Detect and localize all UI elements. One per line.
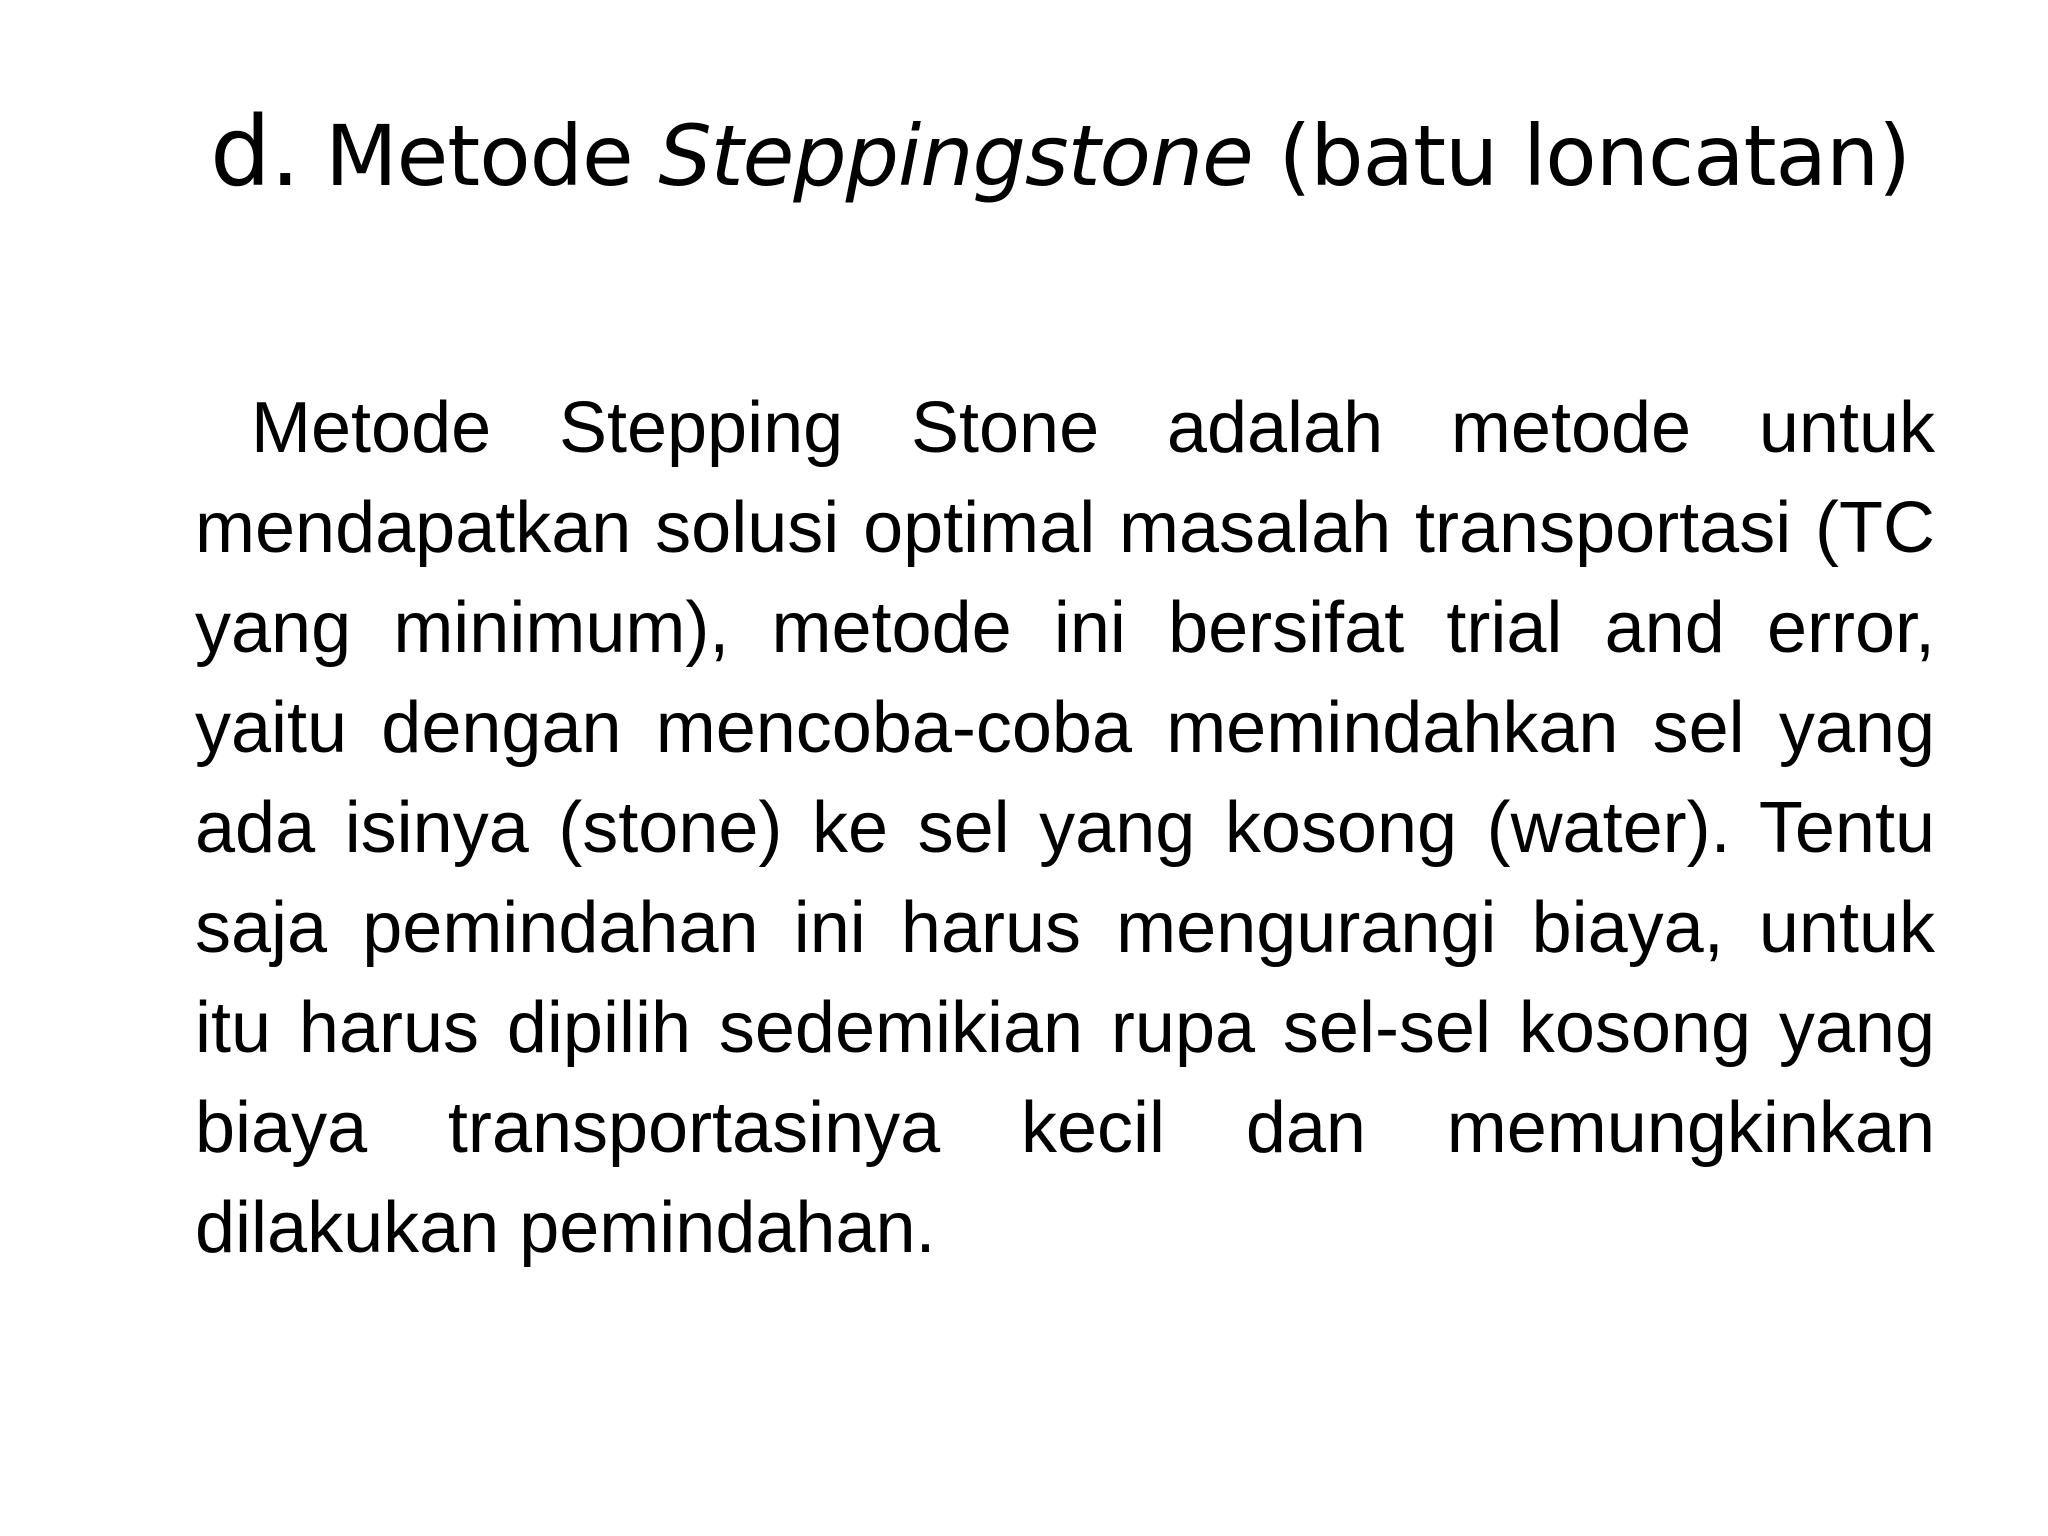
slide-title <box>210 92 1910 212</box>
title-emphasis-text: Steppingstone <box>658 107 1253 205</box>
title-list-marker: d. <box>210 96 300 208</box>
title-tail-text: (batu loncatan) <box>1252 107 1911 205</box>
title-lead-text: Metode <box>299 107 659 205</box>
slide-body-paragraph: Metode Stepping Stone adalah metode untuk mendapatkan solusi optimal masalah transportasi (TC yang minimum), metode ini bersifat trial and error, yaitu dengan mencoba-coba memindahkan sel yang ada isinya (stone) ke sel yang kosong (water). Tentu saja pemindahan ini harus mengurangi biaya, untuk itu harus dipilih sedemikian rupa sel-sel kosong yang biaya transportasinya kecil dan memungkinkan dilakukan pemindahan. <box>195 388 1935 1268</box>
